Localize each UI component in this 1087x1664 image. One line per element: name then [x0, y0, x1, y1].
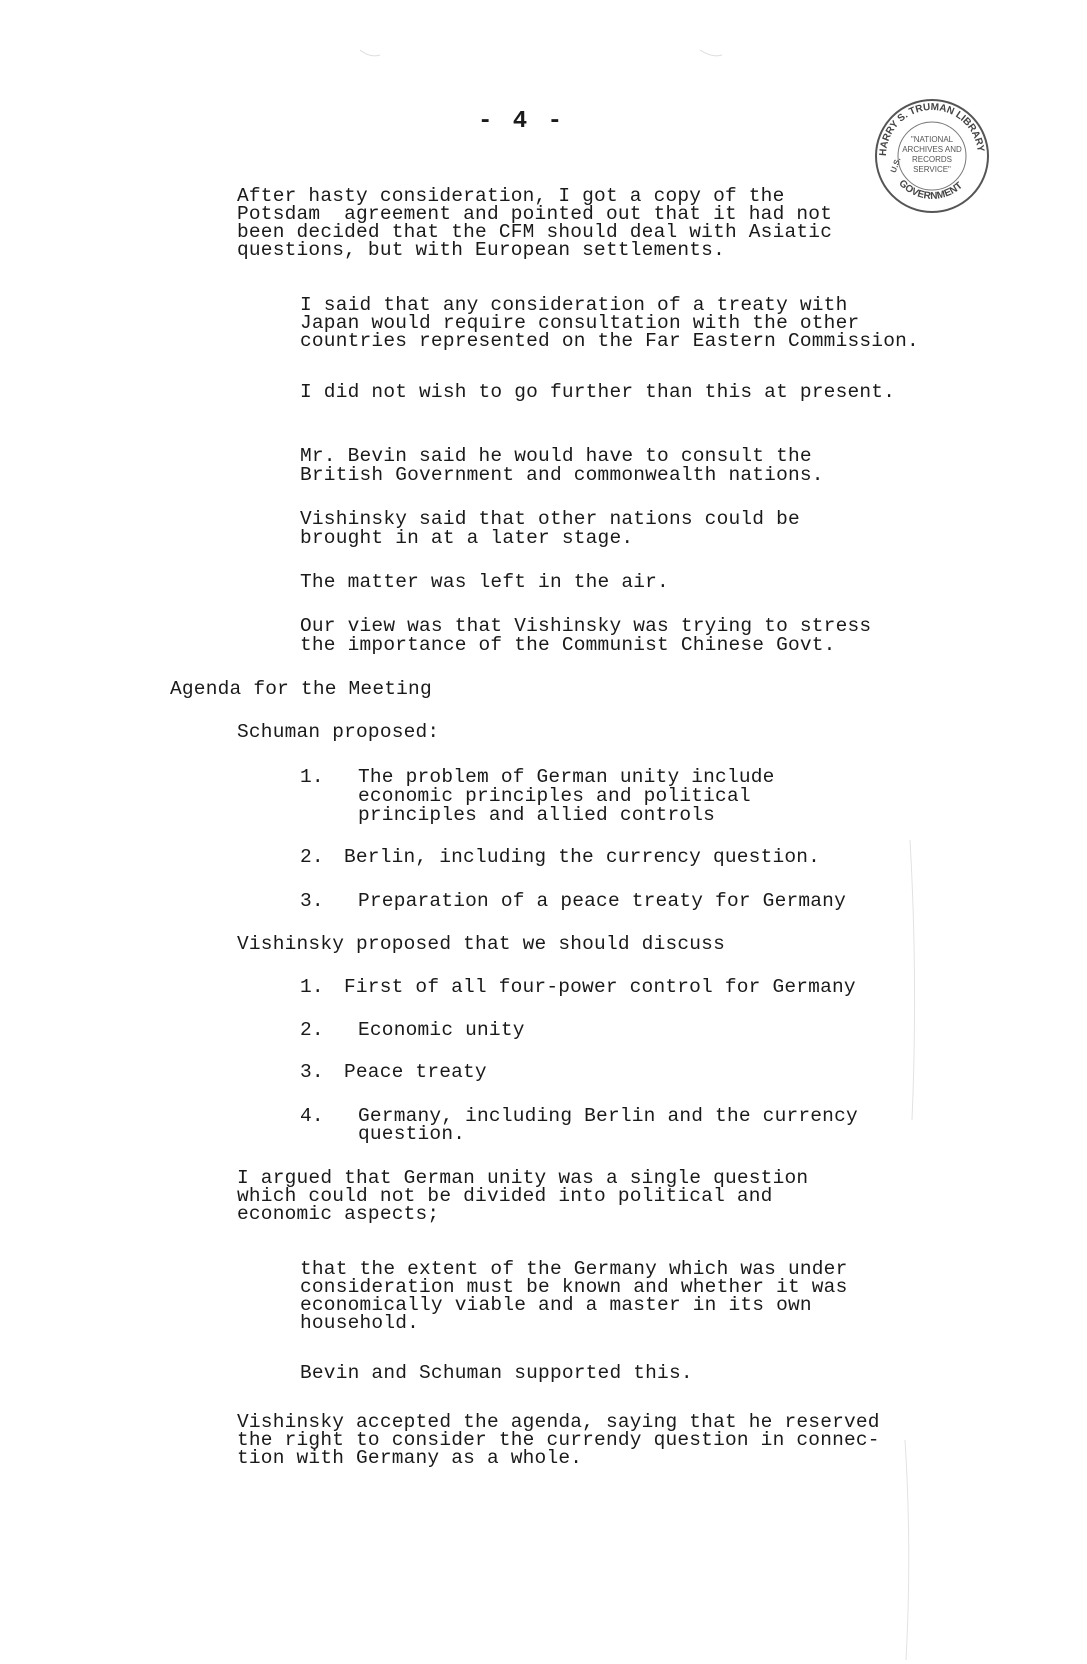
paragraph-line: After hasty consideration, I got a copy of the [237, 185, 785, 207]
paragraph-line: which could not be divided into political and [237, 1185, 773, 1207]
paragraph-line: questions, but with European settlements. [237, 239, 725, 261]
schuman-intro: Schuman proposed: [237, 721, 440, 743]
list-number: 4. [300, 1105, 324, 1127]
list-number: 3. [300, 890, 324, 912]
list-item-line: question. [358, 1123, 466, 1145]
paragraph-line: I did not wish to go further than this at present. [300, 381, 896, 403]
paragraph-line: brought in at a later stage. [300, 527, 634, 549]
paragraph-line: The matter was left in the air. [300, 571, 669, 593]
list-number: 3. [300, 1061, 324, 1083]
vishinsky-intro: Vishinsky proposed that we should discuss [237, 933, 725, 955]
paragraph-line: I argued that German unity was a single question [237, 1167, 809, 1189]
paragraph-line: that the extent of the Germany which was under [300, 1258, 848, 1280]
list-item-line: First of all four-power control for Germany [344, 976, 856, 998]
paragraph-line: Bevin and Schuman supported this. [300, 1362, 693, 1384]
agenda-heading: Agenda for the Meeting [170, 678, 432, 700]
paragraph-line: consideration must be known and whether it was [300, 1276, 848, 1298]
list-item-line: Germany, including Berlin and the currency [358, 1105, 858, 1127]
stamp-text-top: HARRY S. TRUMAN LIBRARY [877, 101, 986, 157]
stamp-text-bottom: GOVERNMENT [896, 178, 965, 203]
stamp-line-3: RECORDS [911, 155, 953, 164]
paragraph-line: countries represented on the Far Eastern Commission. [300, 330, 919, 352]
list-item-line: Peace treaty [344, 1061, 487, 1083]
paragraph-line: Mr. Bevin said he would have to consult the [300, 445, 812, 467]
list-item-line: Preparation of a peace treaty for Germany [358, 890, 846, 912]
paragraph-line: Japan would require consultation with the other [300, 312, 860, 334]
stamp-line-4: SERVICE" [913, 165, 951, 174]
stamp-line-5: U.S. [888, 156, 903, 174]
paragraph-line: Potsdam agreement and pointed out that it had not [237, 203, 833, 225]
paragraph-line: British Government and commonwealth nations. [300, 464, 824, 486]
paragraph-line: tion with Germany as a whole. [237, 1447, 583, 1469]
list-number: 1. [300, 976, 324, 998]
list-number: 2. [300, 846, 324, 868]
paragraph-line: Our view was that Vishinsky was trying to stress [300, 615, 872, 637]
list-item-line: Economic unity [358, 1019, 525, 1041]
list-number: 1. [300, 766, 324, 788]
paragraph-line: I said that any consideration of a treaty with [300, 294, 848, 316]
paragraph-line: economically viable and a master in its own [300, 1294, 812, 1316]
page-number: - 4 - [478, 108, 566, 135]
paragraph-line: been decided that the CFM should deal with Asiatic [237, 221, 833, 243]
paragraph-line: Vishinsky accepted the agenda, saying that he reserved [237, 1411, 880, 1433]
paragraph-line: the right to consider the currendy question in connec- [237, 1429, 880, 1451]
list-item-line: Berlin, including the currency question. [344, 846, 821, 868]
list-item-line: principles and allied controls [358, 804, 716, 826]
list-item-line: economic principles and political [358, 785, 751, 807]
list-number: 2. [300, 1019, 324, 1041]
paragraph-line: Vishinsky said that other nations could be [300, 508, 800, 530]
list-item-line: The problem of German unity include [358, 766, 775, 788]
stamp-line-2: ARCHIVES AND [902, 145, 962, 154]
paragraph-line: the importance of the Communist Chinese Govt. [300, 634, 836, 656]
paragraph-line: economic aspects; [237, 1203, 440, 1225]
stamp-line-1: "NATIONAL [910, 135, 954, 144]
paragraph-line: household. [300, 1312, 420, 1334]
